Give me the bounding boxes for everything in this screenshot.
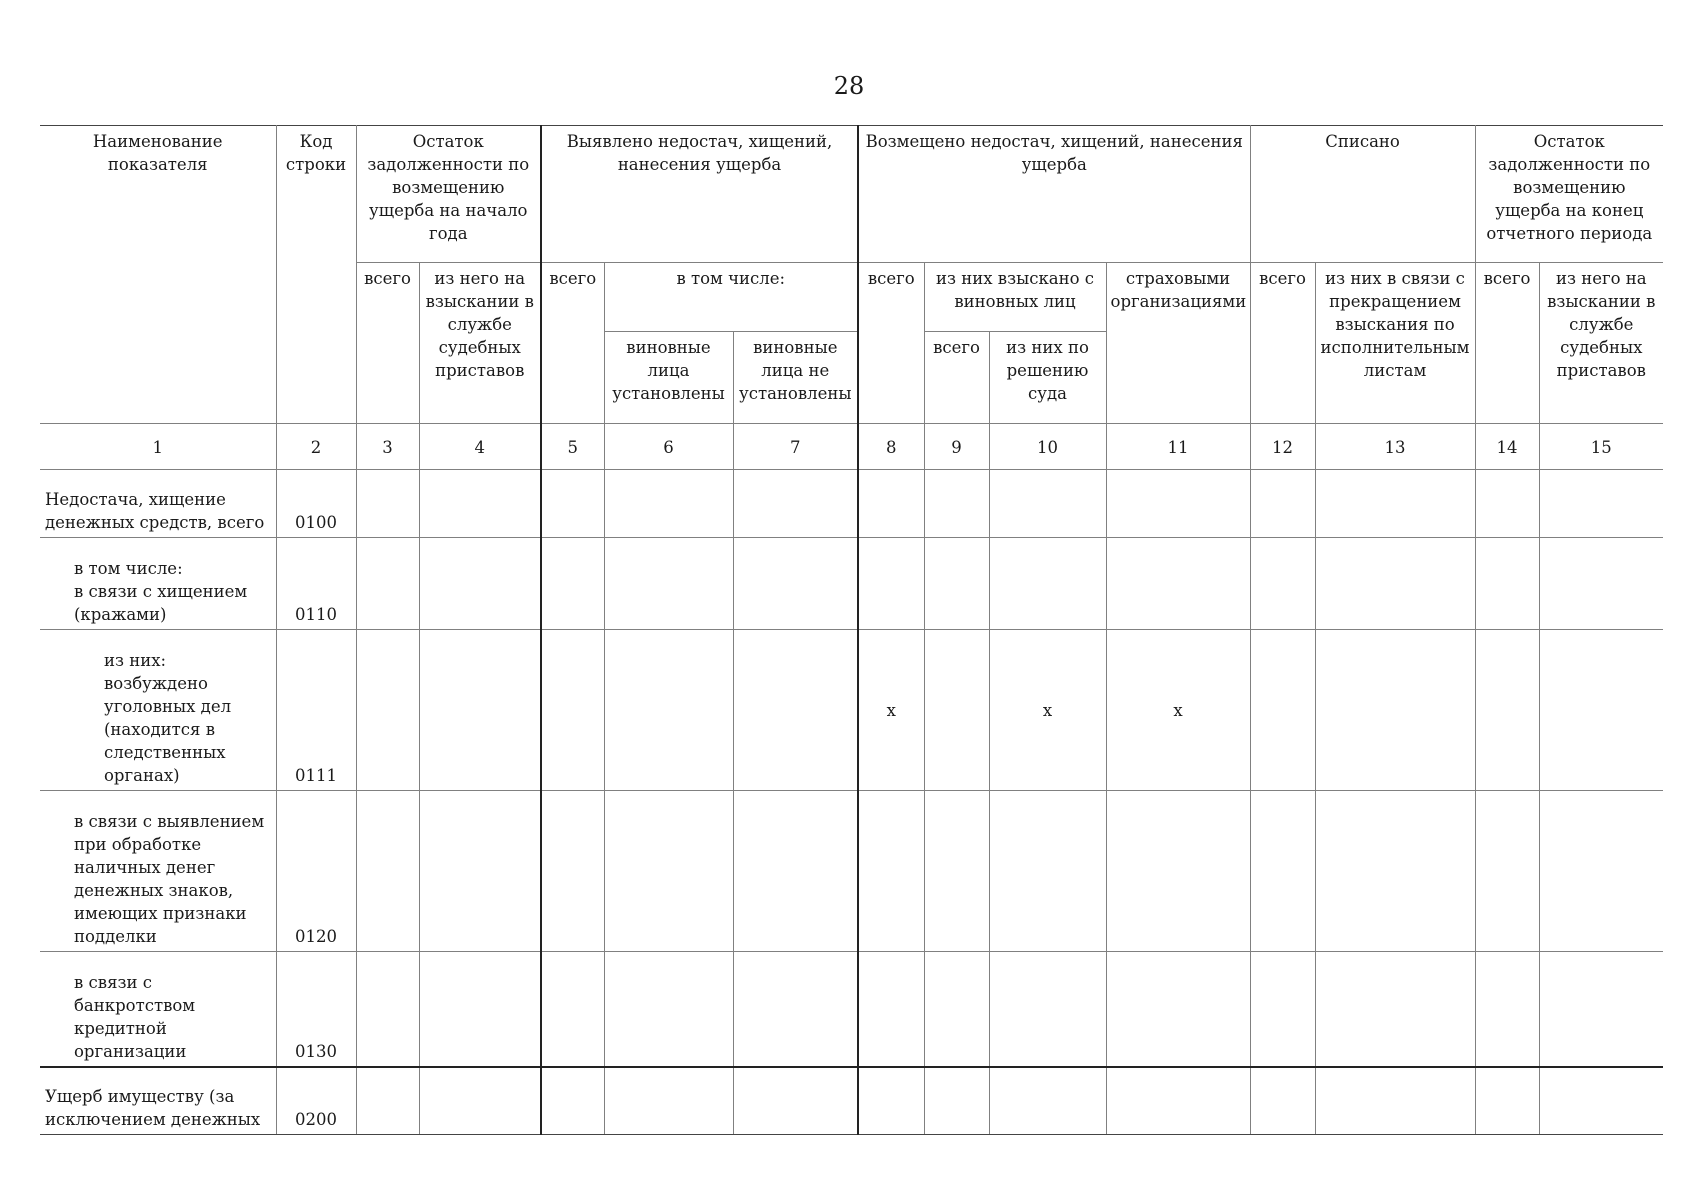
row-name: в связи с выявлением при обработке наличных денег денежных знаков, имеющих признаки подделки: [40, 791, 276, 952]
cell-col5: [541, 630, 604, 791]
col-number: 5: [541, 424, 604, 470]
table-body: [40, 470, 1663, 1135]
cell-col14: [1475, 791, 1539, 952]
col-number: 12: [1250, 424, 1315, 470]
cell-col4: [419, 470, 541, 538]
row-code: 0111: [276, 630, 356, 791]
cell-col6: [604, 630, 733, 791]
cell-col11: [1106, 1067, 1250, 1135]
cell-col15: [1539, 952, 1663, 1067]
cell-col6: [604, 952, 733, 1067]
cell-col7: [733, 952, 858, 1067]
cell-col9: [924, 470, 989, 538]
cell-col13: [1315, 538, 1475, 630]
row-name-line: возбуждено уголовных дел (находится в следственных органах): [104, 674, 232, 785]
cell-col10: [989, 952, 1106, 1067]
header-col3-total: всего: [356, 263, 419, 424]
header-written-off: Списано: [1250, 126, 1475, 263]
col-number: 8: [858, 424, 924, 470]
col-number: 11: [1106, 424, 1250, 470]
header-compensated: Возмещено недостач, хищений, нанесения ущерба: [858, 126, 1250, 263]
header-col5-total: всего: [541, 263, 604, 424]
cell-col14: [1475, 630, 1539, 791]
cell-col5: [541, 952, 604, 1067]
cell-col14: [1475, 952, 1539, 1067]
cell-col3: [356, 791, 419, 952]
col-number: 15: [1539, 424, 1663, 470]
col-number: 6: [604, 424, 733, 470]
table-row-0100: [40, 470, 1663, 538]
cell-col4: [419, 1067, 541, 1135]
cell-col14: [1475, 470, 1539, 538]
cell-col12: [1250, 791, 1315, 952]
cell-col12: [1250, 952, 1315, 1067]
col-number: 1: [40, 424, 276, 470]
cell-col13: [1315, 630, 1475, 791]
cell-col7: [733, 538, 858, 630]
cell-col13: [1315, 952, 1475, 1067]
cell-col7: [733, 470, 858, 538]
cell-col13: [1315, 1067, 1475, 1135]
cell-col7: [733, 630, 858, 791]
header-closing-balance: Остаток задолженности по возмещению ущерба на конец отчетного периода: [1475, 126, 1663, 263]
cell-col7: [733, 1067, 858, 1135]
cell-col5: [541, 470, 604, 538]
cell-col11: [1106, 470, 1250, 538]
row-code: 0200: [276, 1067, 356, 1135]
cell-col6: [604, 538, 733, 630]
cell-col11: [1106, 538, 1250, 630]
table-row-0120: [40, 791, 1663, 952]
header-col13-termination: из них в связи с прекращением взыскания по исполнительным листам: [1315, 263, 1475, 424]
row-code: 0130: [276, 952, 356, 1067]
header-code: Код строки: [276, 126, 356, 424]
row-name-line: в том числе:: [74, 559, 183, 578]
cell-col15: [1539, 1067, 1663, 1135]
cell-col3: [356, 538, 419, 630]
cell-col4: [419, 538, 541, 630]
header-col15-bailiff: из него на взыскании в службе судебных приставов: [1539, 263, 1663, 424]
cell-col5: [541, 1067, 604, 1135]
header-col6-identified: виновные лица установлены: [604, 332, 733, 424]
cell-col5: [541, 791, 604, 952]
cell-col15: [1539, 791, 1663, 952]
table-row-0200: [40, 1067, 1663, 1135]
row-name: Ущерб имуществу (за исключением денежных: [40, 1067, 276, 1135]
cell-col13: [1315, 470, 1475, 538]
cell-col7: [733, 791, 858, 952]
cell-col6: [604, 791, 733, 952]
cell-col10: [989, 470, 1106, 538]
cell-col11: [1106, 952, 1250, 1067]
cell-col14: [1475, 538, 1539, 630]
table-row-0111: [40, 630, 1663, 791]
cell-col12: [1250, 470, 1315, 538]
row-name: [40, 630, 276, 791]
cell-col4: [419, 952, 541, 1067]
header-col4-bailiff: из него на взыскании в службе судебных приставов: [419, 263, 541, 424]
cell-col3: [356, 952, 419, 1067]
cell-col3: [356, 470, 419, 538]
col-number: 7: [733, 424, 858, 470]
cell-col9: [924, 952, 989, 1067]
col-number: 9: [924, 424, 989, 470]
row-code: 0120: [276, 791, 356, 952]
header-col14-total: всего: [1475, 263, 1539, 424]
cell-col15: [1539, 630, 1663, 791]
cell-col8: [858, 952, 924, 1067]
header-including: в том числе:: [604, 263, 858, 332]
table-header: [40, 126, 1663, 470]
damage-report-table: [40, 125, 1663, 1135]
page-number: 28: [833, 72, 865, 100]
cell-col8: [858, 791, 924, 952]
table-row-0110: [40, 538, 1663, 630]
row-name: Недостача, хищение денежных средств, всего: [40, 470, 276, 538]
col-number: 13: [1315, 424, 1475, 470]
col-number: 4: [419, 424, 541, 470]
header-col10-court: из них по решению суда: [989, 332, 1106, 424]
cell-col14: [1475, 1067, 1539, 1135]
cell-col15: [1539, 538, 1663, 630]
cell-col8: [858, 470, 924, 538]
row-name: [40, 538, 276, 630]
cell-col8: [858, 538, 924, 630]
cell-col4: [419, 630, 541, 791]
row-code: 0100: [276, 470, 356, 538]
cell-col3: [356, 1067, 419, 1135]
col-number: 2: [276, 424, 356, 470]
row-code: 0110: [276, 538, 356, 630]
cell-col9: [924, 630, 989, 791]
header-detected: Выявлено недостач, хищений, нанесения ущерба: [541, 126, 858, 263]
cell-col6: [604, 470, 733, 538]
cell-col9: [924, 1067, 989, 1135]
cell-col9: [924, 538, 989, 630]
table-row-0130: [40, 952, 1663, 1067]
cell-col3: [356, 630, 419, 791]
cell-col10: [989, 791, 1106, 952]
cell-col12: [1250, 538, 1315, 630]
header-col11-insurance: страховыми организациями: [1106, 263, 1250, 424]
cell-col10: [989, 1067, 1106, 1135]
cell-col6: [604, 1067, 733, 1135]
cell-col12: [1250, 630, 1315, 791]
column-numbers-row: [40, 424, 1663, 470]
cell-col12: [1250, 1067, 1315, 1135]
row-name-line: в связи с хищением (кражами): [74, 582, 248, 624]
col-number: 3: [356, 424, 419, 470]
header-col7-not-identified: виновные лица не установлены: [733, 332, 858, 424]
cell-col10-mark: х: [989, 630, 1106, 791]
row-name-line: из них:: [104, 651, 167, 670]
header-col8-total: всего: [858, 263, 924, 424]
cell-col8-mark: х: [858, 630, 924, 791]
cell-col4: [419, 791, 541, 952]
header-col12-total: всего: [1250, 263, 1315, 424]
header-name: Наименование показателя: [40, 126, 276, 424]
col-number: 10: [989, 424, 1106, 470]
cell-col5: [541, 538, 604, 630]
header-col9-total: всего: [924, 332, 989, 424]
row-name: в связи с банкротством кредитной организации: [40, 952, 276, 1067]
header-opening-balance: Остаток задолженности по возмещению ущерба на начало года: [356, 126, 541, 263]
cell-col10: [989, 538, 1106, 630]
col-number: 14: [1475, 424, 1539, 470]
cell-col11-mark: х: [1106, 630, 1250, 791]
cell-col13: [1315, 791, 1475, 952]
cell-col11: [1106, 791, 1250, 952]
cell-col8: [858, 1067, 924, 1135]
cell-col15: [1539, 470, 1663, 538]
cell-col9: [924, 791, 989, 952]
header-recovered-from-culprits: из них взыскано с виновных лиц: [924, 263, 1106, 332]
